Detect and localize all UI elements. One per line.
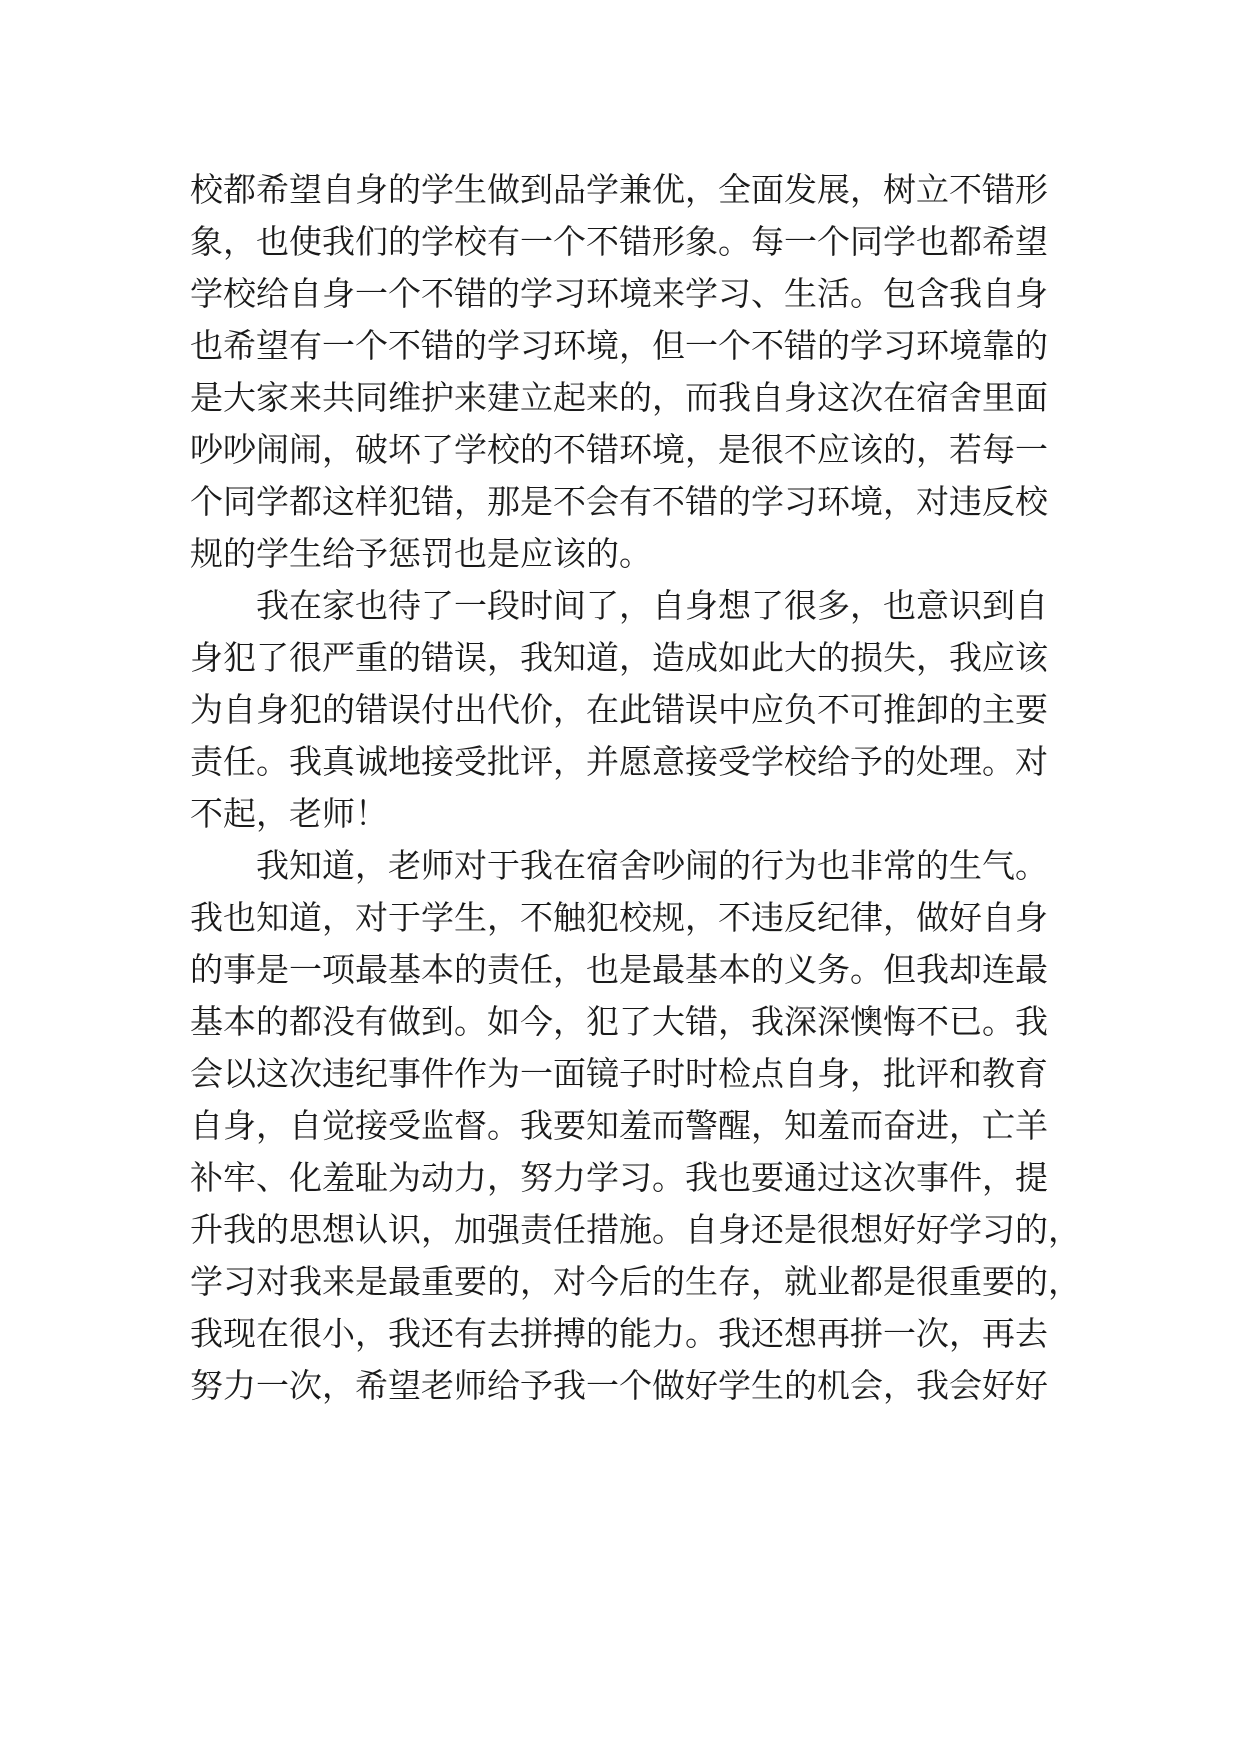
text-line: 我知道，老师对于我在宿舍吵闹的行为也非常的生气。 [256, 846, 1048, 885]
text-line: 象，也使我们的学校有一个不错形象。每一个同学也都希望 [190, 222, 1048, 261]
text-line: 个同学都这样犯错，那是不会有不错的学习环境，对违反校 [190, 482, 1048, 521]
text-line: 努力一次，希望老师给予我一个做好学生的机会，我会好好 [190, 1366, 1048, 1405]
text-line: 基本的都没有做到。如今，犯了大错，我深深懊悔不已。我 [190, 1002, 1048, 1041]
text-line: 规的学生给予惩罚也是应该的。 [190, 534, 652, 573]
text-line: 升我的思想认识，加强责任措施。自身还是很想好好学习的， [190, 1210, 1081, 1249]
text-line: 我现在很小，我还有去拼搏的能力。我还想再拼一次，再去 [190, 1314, 1048, 1353]
text-line: 身犯了很严重的错误，我知道，造成如此大的损失，我应该 [190, 638, 1048, 677]
text-line: 补牢、化羞耻为动力，努力学习。我也要通过这次事件，提 [190, 1158, 1048, 1197]
text-line: 吵吵闹闹，破坏了学校的不错环境，是很不应该的，若每一 [190, 430, 1048, 469]
text-line: 是大家来共同维护来建立起来的，而我自身这次在宿舍里面 [190, 378, 1048, 417]
text-line: 我也知道，对于学生，不触犯校规，不违反纪律，做好自身 [190, 898, 1048, 937]
text-line: 的事是一项最基本的责任，也是最基本的义务。但我却连最 [190, 950, 1048, 989]
text-line: 会以这次违纪事件作为一面镜子时时检点自身，批评和教育 [190, 1054, 1048, 1093]
text-line: 不起，老师！ [190, 794, 388, 833]
text-line: 我在家也待了一段时间了，自身想了很多，也意识到自 [256, 586, 1048, 625]
text-line: 自身，自觉接受监督。我要知羞而警醒，知羞而奋进，亡羊 [190, 1106, 1048, 1145]
text-line: 责任。我真诚地接受批评，并愿意接受学校给予的处理。对 [190, 742, 1048, 781]
text-line: 为自身犯的错误付出代价，在此错误中应负不可推卸的主要 [190, 690, 1048, 729]
text-line: 也希望有一个不错的学习环境，但一个不错的学习环境靠的 [190, 326, 1048, 365]
text-line: 学习对我来是最重要的，对今后的生存，就业都是很重要的， [190, 1262, 1081, 1301]
text-line: 学校给自身一个不错的学习环境来学习、生活。包含我自身 [190, 274, 1048, 313]
text-line: 校都希望自身的学生做到品学兼优，全面发展，树立不错形 [190, 170, 1048, 209]
